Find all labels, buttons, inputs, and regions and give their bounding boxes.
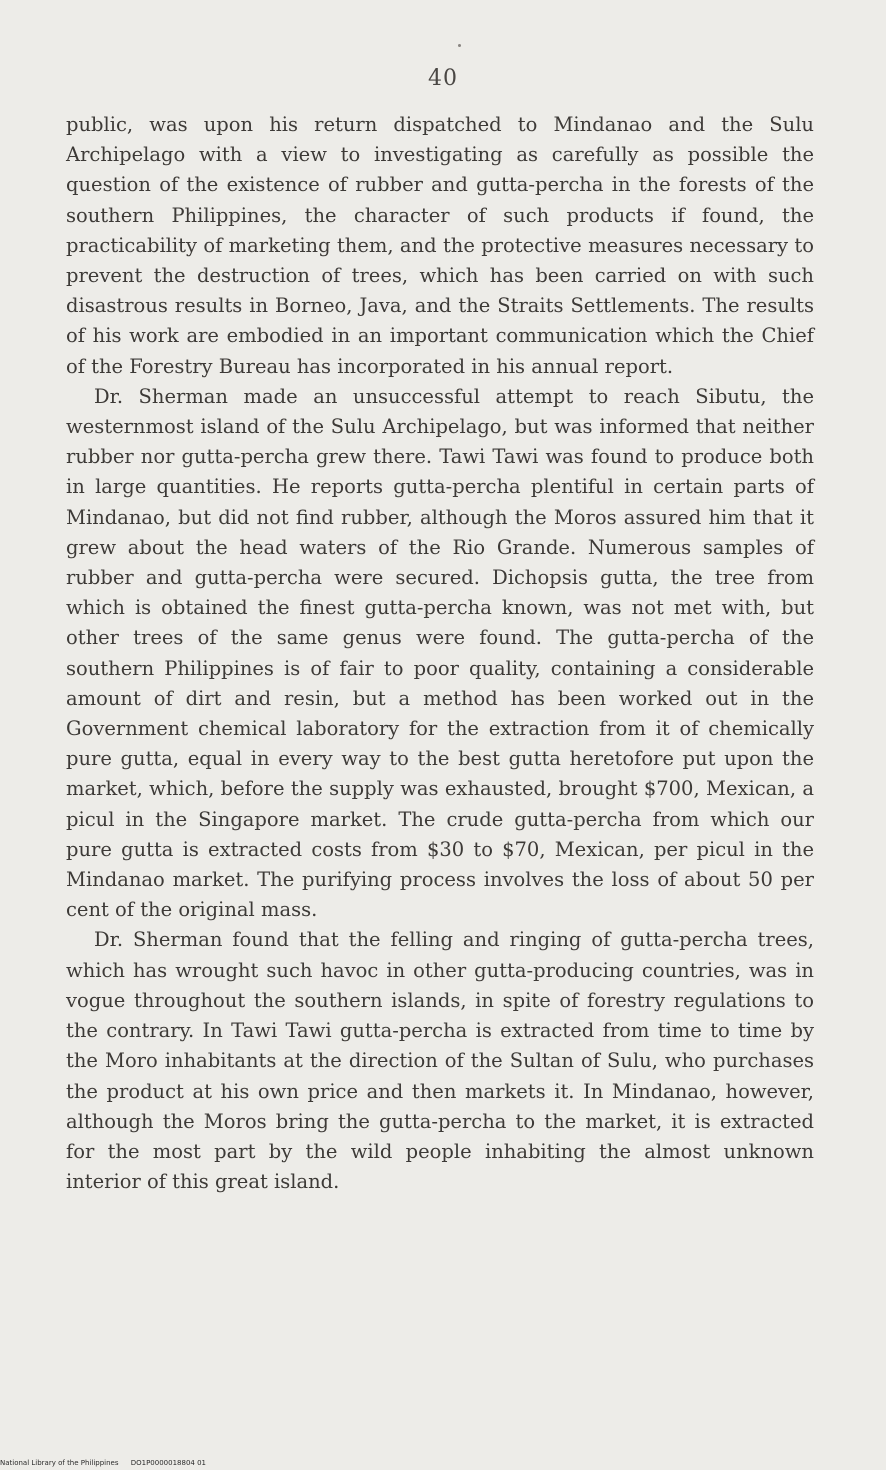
- footer-library-name: National Library of the Philippines: [0, 1459, 119, 1467]
- paragraph-3: Dr. Sherman found that the felling and ringing of gutta-percha trees, which has wrought such havoc in other gutta-producing countries, was in vogue throughout the southern islands, in spite of forestry regulations to the contrary. In Tawi Tawi gutta-percha is extracted from time to time by the Moro inhabitants at the direction of the Sultan of Sulu, who purchases the product at his own price and then markets it. In Mindanao, however, although the Moros bring the gutta-percha to the market, it is extracted for the most part by the wild people inhabiting the almost unknown interior of this great island.: [66, 928, 814, 1194]
- paragraph-1: public, was upon his return dispatched to Mindanao and the Sulu Archipelago with a view to investigating as carefully as possible the question of the existence of rubber and gutta-percha in the forests of the southern Philippines, the character of such products if found, the practicability of marketing them, and the protective measures necessary to prevent the destruction of trees, which has been carried on with such disastrous results in Borneo, Java, and the Straits Settlements. The results of his work are embodied in an important communication which the Chief of the Forestry Bureau has incorporated in his annual report.: [66, 113, 814, 378]
- print-speck: [458, 44, 461, 47]
- paragraph-2: Dr. Sherman made an unsuccessful attempt to reach Sibutu, the westernmost island of the Sulu Archipelago, but was informed that neither rubber nor gutta-percha grew there. Tawi Tawi was found to produce both in large quantities. He reports gutta-percha plentiful in certain parts of Mindanao, but did not find rubber, although the Moros assured him that it grew about the head waters of the Rio Grande. Numerous samples of rubber and gutta-percha were secured. Dichopsis gutta, the tree from which is obtained the finest gutta-percha known, was not met with, but other trees of the same genus were found. The gutta-percha of the southern Philippines is of fair to poor quality, containing a considerable amount of dirt and resin, but a method has been worked out in the Government chemical laboratory for the extraction from it of chemically pure gutta, equal in every way to the best gutta heretofore put upon the market, which, before the supply was exhausted, brought $700, Mexican, a picul in the Singapore market. The crude gutta-percha from which our pure gutta is extracted costs from $30 to $70, Mexican, per picul in the Mindanao market. The purifying process involves the loss of about 50 per cent of the original mass.: [66, 384, 814, 922]
- body-text: [66, 110, 814, 1197]
- scan-footer: [0, 1456, 216, 1470]
- page-number: 40: [428, 66, 458, 91]
- footer-document-code: DO1P0000018804 01: [130, 1459, 206, 1467]
